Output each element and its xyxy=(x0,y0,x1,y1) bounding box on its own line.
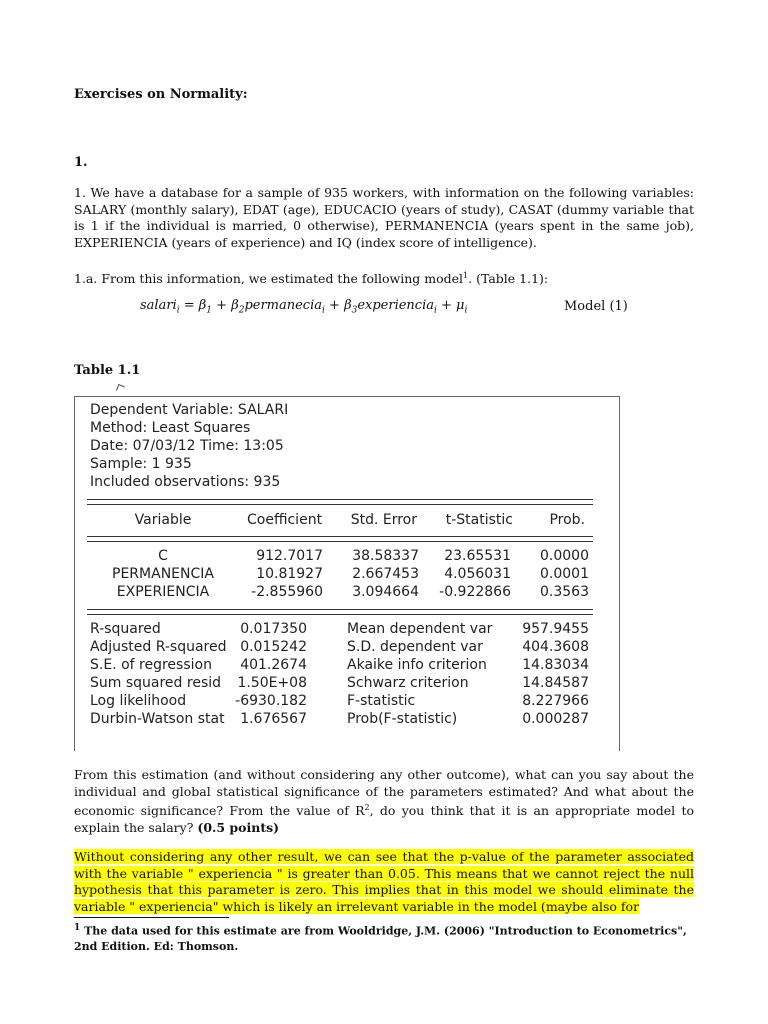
col-header-coefficient: Coefficient xyxy=(247,512,323,528)
col-header-prob: Prob. xyxy=(549,512,585,528)
header-line: Sample: 1 935 xyxy=(90,456,192,472)
footnote xyxy=(74,921,694,954)
stat-value: 1.50E+08 xyxy=(237,675,307,691)
stat-label: Schwarz criterion xyxy=(347,675,469,691)
model-intro-tail: . (Table 1.1): xyxy=(468,271,549,287)
cell-coefficient: 10.81927 xyxy=(256,566,323,582)
cell-prob: 0.0000 xyxy=(540,548,589,564)
question-text-tail: , do you think that it is an appropriate model to explain the salary? xyxy=(74,803,694,835)
stat-value: 957.9455 xyxy=(522,621,589,637)
cell-coefficient: -2.855960 xyxy=(251,584,323,600)
cell-std-error: 2.667453 xyxy=(352,566,419,582)
footnote-separator xyxy=(74,917,229,918)
double-rule xyxy=(87,499,593,505)
stat-value: 0.000287 xyxy=(522,711,589,727)
answer-text: Without considering any other result, we can see that the p-value of the parameter associated with the variable " experiencia " is greater than 0.05. This means that we cannot reject the null hypothesis that this parameter is zero. This implies that in this model we should eliminate the variable " experiencia" which is likely an irrelevant variable in the model (maybe also for xyxy=(74,849,694,914)
stat-label: S.D. dependent var xyxy=(347,639,483,655)
cell-variable: EXPERIENCIA xyxy=(116,584,210,600)
header-line: Dependent Variable: SALARI xyxy=(90,402,289,418)
table-label: Table 1.1 xyxy=(74,363,141,378)
eq-beta: β xyxy=(344,298,352,313)
question-paragraph xyxy=(74,767,694,836)
eq-lhs: salari xyxy=(140,298,177,313)
eq-beta: β xyxy=(198,298,207,313)
cell-std-error: 3.094664 xyxy=(352,584,419,600)
cell-prob: 0.0001 xyxy=(540,566,589,582)
stat-label: Prob(F-statistic) xyxy=(347,711,458,727)
stat-label: Durbin-Watson stat xyxy=(90,711,225,727)
eq-sub: i xyxy=(464,305,468,316)
stat-label: S.E. of regression xyxy=(90,657,212,673)
eq-sub: 1 xyxy=(206,305,213,316)
model-intro-paragraph xyxy=(74,268,694,288)
double-rule xyxy=(87,609,593,615)
stat-value: 0.015242 xyxy=(240,639,307,655)
cell-prob: 0.3563 xyxy=(540,584,589,600)
header-line: Date: 07/03/12 Time: 13:05 xyxy=(90,438,284,454)
eq-exper: experiencia xyxy=(357,298,434,313)
stat-value: 14.84587 xyxy=(522,675,589,691)
eq-perm: permanecia xyxy=(244,298,322,313)
eq-sub: i xyxy=(433,305,437,316)
footnote-text: The data used for this estimate are from Wooldridge, J.M. (2006) "Introduction to Econometrics", 2nd Edition. Ed: Thomson. xyxy=(74,924,687,953)
col-header-t-statistic: t-Statistic xyxy=(445,512,513,528)
eq-beta: β xyxy=(231,298,239,313)
stat-label: F-statistic xyxy=(347,693,416,709)
col-header-variable: Variable xyxy=(134,512,192,528)
model-equation: salari$_i$ = $\beta_1$ + $\beta_2permanecia_i$ + $\beta_3experiencia_i + \mu_i$ xyxy=(140,298,468,316)
stat-label: Adjusted R-squared xyxy=(90,639,227,655)
cell-t-statistic: -0.922866 xyxy=(439,584,511,600)
stat-value: 401.2674 xyxy=(240,657,307,673)
header-line: Included observations: 935 xyxy=(90,474,281,490)
model-label: Model (1) xyxy=(564,299,628,314)
footnote-mark: 1 xyxy=(74,923,81,933)
stat-value: 1.676567 xyxy=(240,711,307,727)
eq-sub: 2 xyxy=(238,305,245,316)
superscript-2: 2 xyxy=(364,803,370,812)
stat-value: 8.227966 xyxy=(522,693,589,709)
eq-error: μ xyxy=(456,298,465,313)
cell-variable: PERMANENCIA xyxy=(112,566,214,582)
intro-paragraph: 1. We have a database for a sample of 935 workers, with information on the following variables: SALARY (monthly salary), EDAT (age), EDUCACIO (years of study), CASAT (dummy variable that is 1 if the individual is married, 0 otherwise), PERMANENCIA (years spent in the same job), EXPERIENCIA (years of experience) and IQ (index score of intelligence). xyxy=(74,185,694,250)
stat-label: Sum squared resid xyxy=(90,675,222,691)
tick-mark xyxy=(116,384,125,393)
stat-value: 0.017350 xyxy=(240,621,307,637)
points-label: (0.5 points) xyxy=(197,819,280,835)
eq-sub: i xyxy=(322,305,325,316)
cell-std-error: 38.58337 xyxy=(352,548,419,564)
eviews-output-table xyxy=(74,396,620,751)
stat-label: Mean dependent var xyxy=(347,621,493,637)
eq-sub: 3 xyxy=(351,305,358,316)
stat-label: Log likelihood xyxy=(90,693,187,709)
stat-value: -6930.182 xyxy=(235,693,307,709)
question-text: From this estimation (and without considering any other outcome), what can you say about the individual and global statistical significance of the parameters estimated? And what about the economic significance? From the value of R xyxy=(74,767,694,819)
section-number: 1. xyxy=(74,155,88,170)
double-rule xyxy=(87,536,593,542)
stat-label: Akaike info criterion xyxy=(347,657,487,673)
cell-t-statistic: 4.056031 xyxy=(444,566,511,582)
cell-variable: C xyxy=(158,548,168,564)
highlighted-answer xyxy=(74,849,694,915)
stat-value: 404.3608 xyxy=(522,639,589,655)
col-header-std-error: Std. Error xyxy=(350,512,417,528)
header-line: Method: Least Squares xyxy=(90,420,251,436)
page-heading: Exercises on Normality: xyxy=(74,87,248,102)
cell-coefficient: 912.7017 xyxy=(256,548,323,564)
eq-sub: i xyxy=(176,305,180,316)
stat-value: 14.83034 xyxy=(522,657,589,673)
model-intro-text: 1.a. From this information, we estimated the following model xyxy=(74,271,464,287)
cell-t-statistic: 23.65531 xyxy=(444,548,511,564)
footnote-ref: 1 xyxy=(463,271,469,280)
stat-label: R-squared xyxy=(90,621,161,637)
